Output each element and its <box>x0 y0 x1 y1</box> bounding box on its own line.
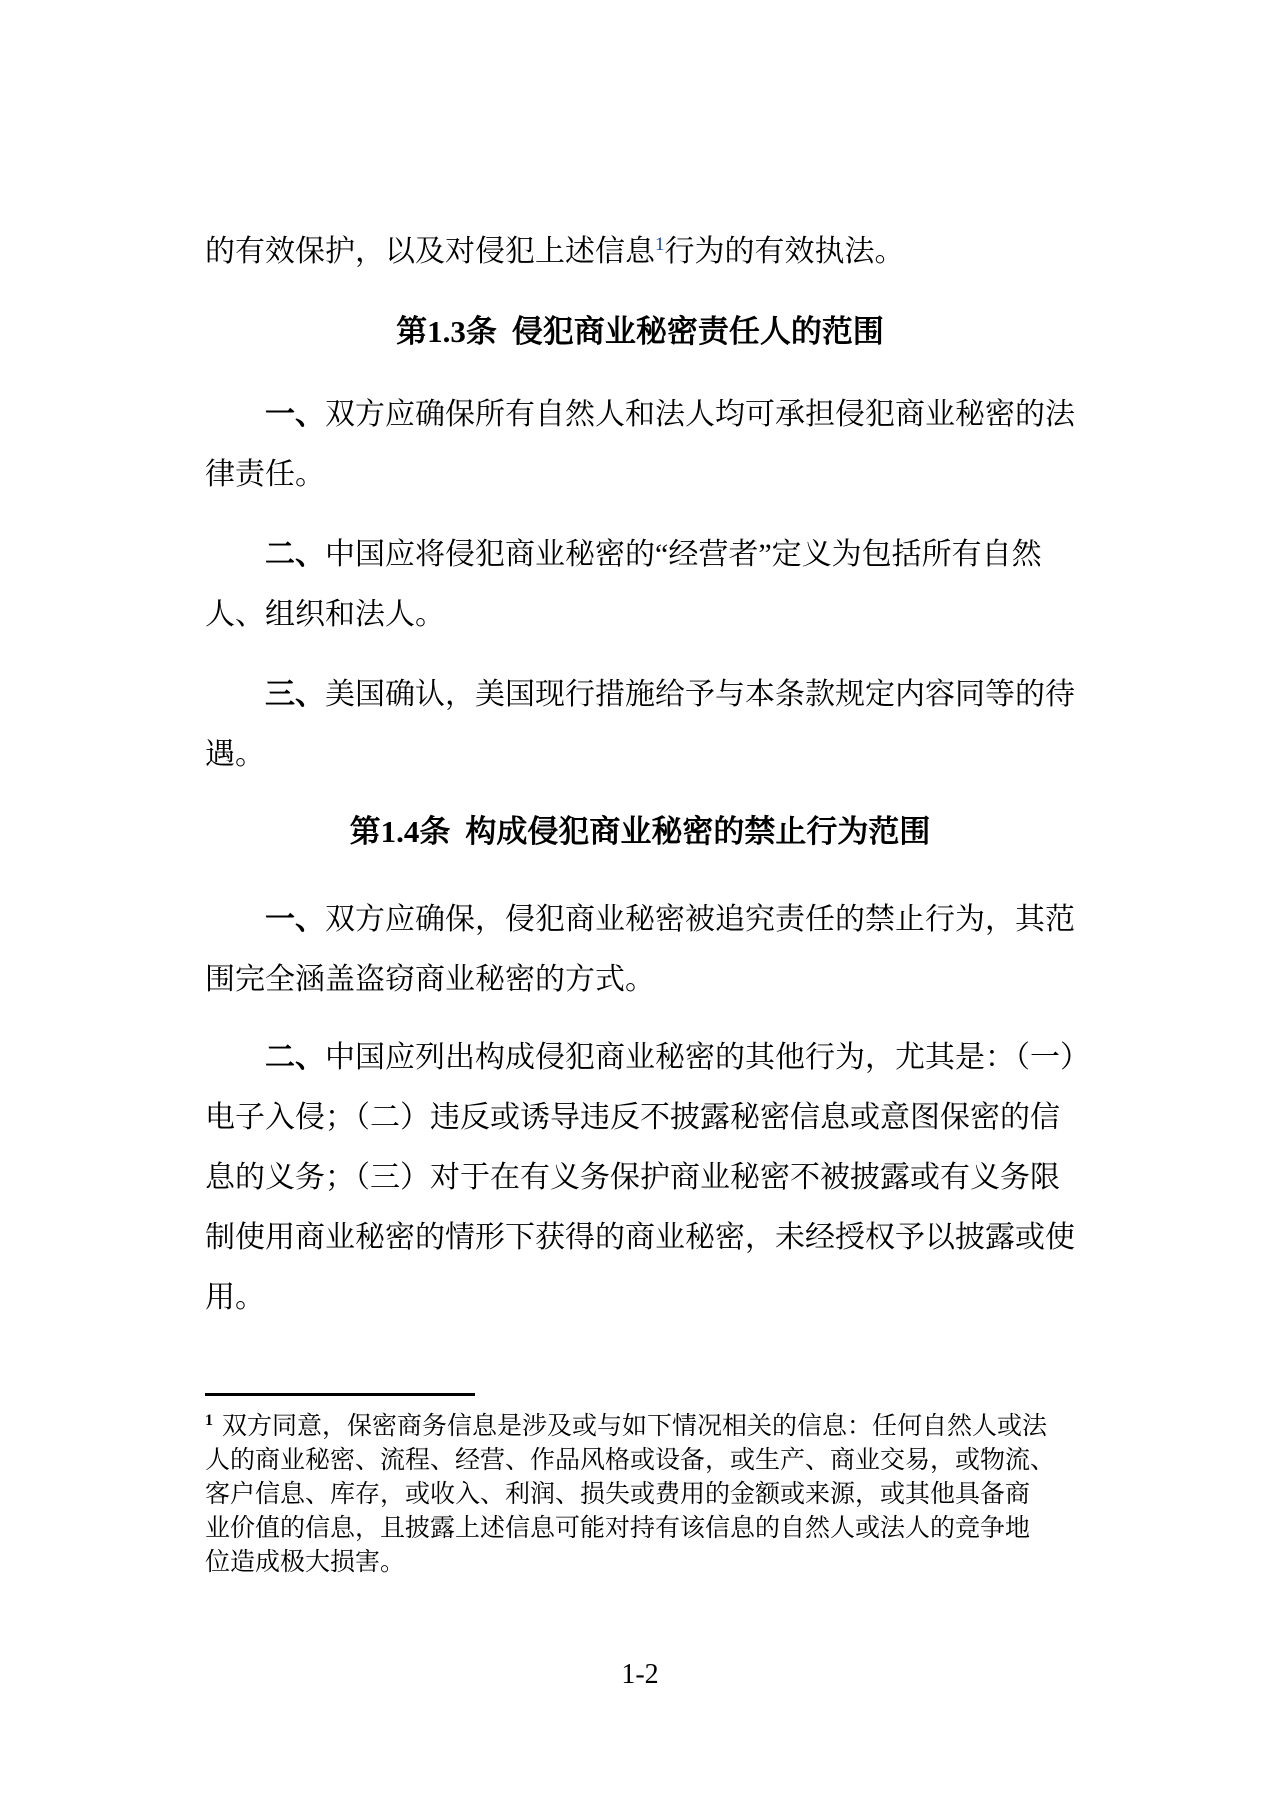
text-line <box>205 525 1075 585</box>
text-line <box>205 385 1075 445</box>
footnote-line: 客户信息、库存，或收入、利润、损失或费用的金额或来源，或其他具备商 <box>205 1481 1031 1508</box>
article-1-3-heading <box>205 302 1075 362</box>
page-number: 1-2 <box>621 1659 659 1690</box>
text-line: 围完全涵盖盗窃商业秘密的方式。 <box>205 963 655 996</box>
text-line: 律责任。 <box>205 458 325 491</box>
text: 中国应将侵犯商业秘密的“经营者”定义为包括所有自然 <box>325 538 1042 571</box>
footnote-line: 位造成极大损害。 <box>205 1549 406 1576</box>
footnote-line: 人的商业秘密、流程、经营、作品风格或设备，或生产、商业交易，或物流、 <box>205 1447 1056 1474</box>
text: 美国确认，美国现行措施给予与本条款规定内容同等的待 <box>325 678 1075 711</box>
footnote-line: 业价值的信息，且披露上述信息可能对持有该信息的自然人或法人的竞争地 <box>205 1515 1031 1542</box>
list-marker: 二、 <box>265 1041 325 1074</box>
heading-title: 构成侵犯商业秘密的禁止行为范围 <box>465 814 931 849</box>
paragraph-1-3-3 <box>205 665 1075 785</box>
list-marker: 二、 <box>265 538 325 571</box>
list-marker: 三、 <box>265 678 325 711</box>
text-line: 电子入侵；（二）违反或诱导违反不披露秘密信息或意图保密的信 <box>205 1101 1060 1134</box>
text-line <box>205 222 1075 282</box>
text-line <box>205 665 1075 725</box>
text-line: 息的义务；（三）对于在有义务保护商业秘密不被披露或有义务限 <box>205 1161 1060 1194</box>
heading-number: 第1.4条 <box>349 814 451 849</box>
paragraph-1-3-1 <box>205 385 1075 505</box>
footnote-text: 双方同意，保密商务信息是涉及或与如下情况相关的信息：任何自然人或法 <box>222 1413 1048 1440</box>
text-line: 用。 <box>205 1281 265 1314</box>
text: 双方应确保，侵犯商业秘密被追究责任的禁止行为，其范 <box>325 903 1075 936</box>
list-marker: 一、 <box>265 903 325 936</box>
paragraph-1-4-1 <box>205 890 1075 1010</box>
intro-text-post: 行为的有效执法。 <box>664 235 905 268</box>
text-line: 遇。 <box>205 738 265 771</box>
paragraph-1-3-2 <box>205 525 1075 645</box>
text: 中国应列出构成侵犯商业秘密的其他行为，尤其是：（一） <box>325 1041 1090 1074</box>
heading-title: 侵犯商业秘密责任人的范围 <box>511 314 884 349</box>
footnote-ref-link[interactable]: 1 <box>655 234 665 255</box>
paragraph-1-4-2 <box>205 1028 1090 1328</box>
article-1-4-heading <box>205 802 1075 862</box>
text-line: 人、组织和法人。 <box>205 598 445 631</box>
intro-text-pre: 的有效保护，以及对侵犯上述信息 <box>205 235 655 268</box>
list-marker: 一、 <box>265 398 325 431</box>
text-line <box>205 1028 1090 1088</box>
footnote <box>205 1410 1075 1580</box>
footnote-marker: 1 <box>205 1411 213 1429</box>
heading-number: 第1.3条 <box>396 314 497 349</box>
intro-paragraph <box>205 222 1075 282</box>
text-line <box>205 890 1075 950</box>
footnote-separator <box>205 1393 475 1396</box>
footnote-line <box>205 1410 1075 1444</box>
text-line: 制使用商业秘密的情形下获得的商业秘密，未经授权予以披露或使 <box>205 1221 1075 1254</box>
text: 双方应确保所有自然人和法人均可承担侵犯商业秘密的法 <box>325 398 1075 431</box>
